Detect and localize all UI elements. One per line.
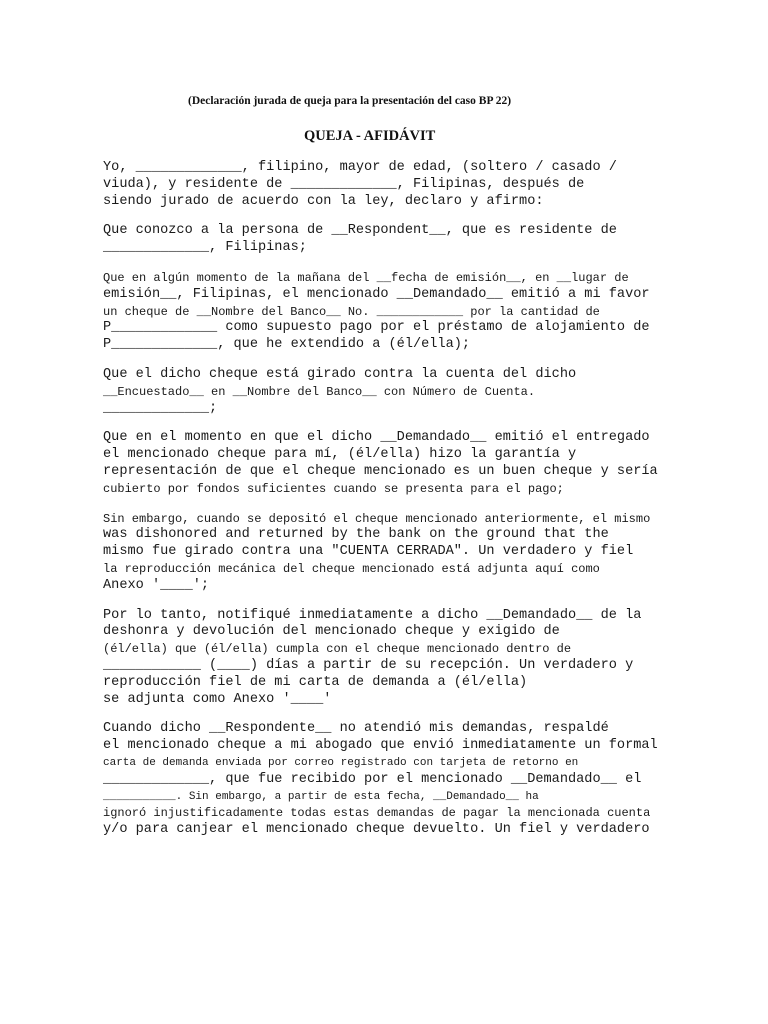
text-line: Que en el momento en que el dicho __Demandado__ emitió el entregado [103,430,650,446]
document-title: QUEJA - AFIDÁVIT [304,128,436,144]
text-line: un cheque de __Nombre del Banco__ No. ____________ por la cantidad de [103,304,600,319]
text-line: Cuando dicho __Respondente__ no atendió mis demandas, respaldé [103,721,609,737]
text-line: Que conozco a la persona de __Respondent__, que es residente de [103,223,617,239]
paragraph-declarant [103,160,743,210]
text-line: ____________ (____) días a partir de su recepción. Un verdadero y [103,657,634,673]
text-line: Anexo '____'; [103,577,210,593]
text-line: P_____________, que he extendido a (él/ella); [103,337,471,353]
paragraph-demand [103,721,743,839]
text-line: el mencionado cheque a mi abogado que envió inmediatamente un formal [103,738,658,754]
text-line: emisión__, Filipinas, el mencionado __Demandado__ emitió a mi favor [103,286,650,302]
text-line: Yo, _____________, filipino, mayor de edad, (soltero / casado / [103,160,617,175]
paragraph-notice [103,608,743,709]
document-body [103,160,743,852]
paragraph-dishonor [103,511,743,595]
text-line: (él/ella) que (él/ella) cumpla con el cheque mencionado dentro de [103,642,572,657]
text-line: viuda), y residente de _____________, Filipinas, después de [103,176,585,192]
text-line: was dishonored and returned by the bank on the ground that the [103,527,609,543]
text-line: __Encuestado__ en __Nombre del Banco__ con Número de Cuenta. [103,384,536,399]
text-line: deshonra y devolución del mencionado cheque y exigido de [103,624,560,640]
text-line: siendo jurado de acuerdo con la ley, declaro y afirmo: [103,193,544,209]
text-line: Por lo tanto, notifiqué inmediatamente a dicho __Demandado__ de la [103,607,642,623]
paragraph-issuance [103,270,743,354]
text-line: reproducción fiel de mi carta de demanda a (él/ella) [103,674,528,690]
text-line: _____________; [103,400,218,416]
text-line: representación de que el cheque mencionado es un buen cheque y sería [103,463,658,479]
text-line: se adjunta como Anexo '____' [103,691,332,707]
text-line: P_____________ como supuesto pago por el préstamo de alojamiento de [103,320,650,336]
text-line: mismo fue girado contra una "CUENTA CERRADA". Un verdadero y fiel [103,544,634,560]
text-line: _____________, Filipinas; [103,240,307,256]
text-line: el mencionado cheque para mí, (él/ella) hizo la garantía y [103,447,577,463]
paragraph-respondent [103,223,743,257]
document-subtitle: (Declaración jurada de queja para la presentación del caso BP 22) [188,95,512,107]
paragraph-account [103,367,743,417]
paragraph-warranty [103,430,743,497]
text-line: la reproducción mecánica del cheque mencionado está adjunta aquí como [103,561,600,576]
text-line: _____________, que fue recibido por el mencionado __Demandado__ el [103,771,642,787]
text-line: y/o para canjear el mencionado cheque devuelto. Un fiel y verdadero [103,822,650,838]
text-line: ___________. Sin embargo, a partir de esta fecha, __Demandado__ ha [103,790,539,803]
text-line: cubierto por fondos suficientes cuando se presenta para el pago; [103,481,564,496]
text-line: Sin embargo, cuando se depositó el cheque mencionado anteriormente, el mismo [103,511,651,526]
text-line: Que el dicho cheque está girado contra la cuenta del dicho [103,366,577,382]
text-line: carta de demanda enviada por correo registrado con tarjeta de retorno en [103,756,579,769]
text-line: ignoró injustificadamente todas estas demandas de pagar la mencionada cuenta [103,806,651,821]
text-line: Que en algún momento de la mañana del __fecha de emisión__, en __lugar de [103,270,629,285]
